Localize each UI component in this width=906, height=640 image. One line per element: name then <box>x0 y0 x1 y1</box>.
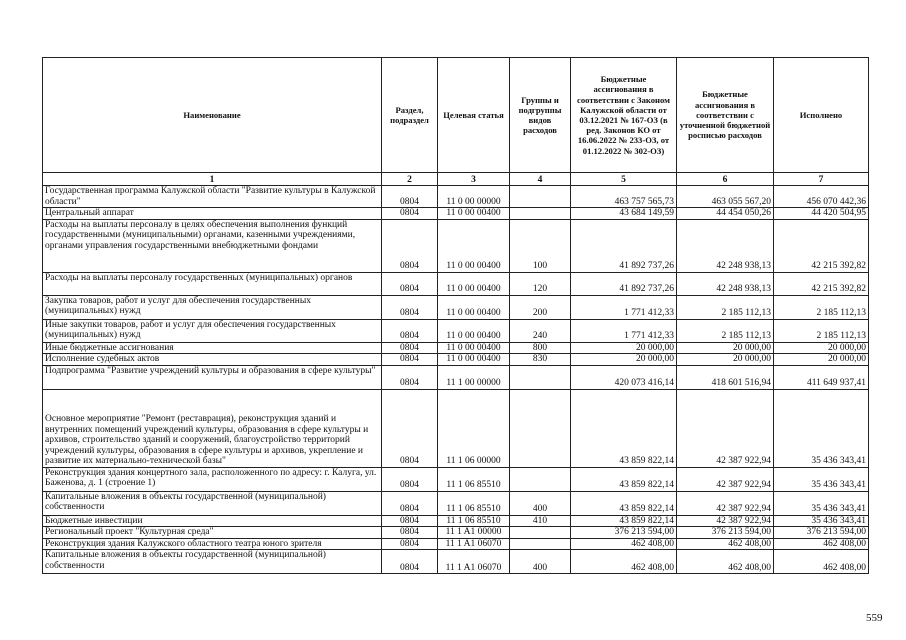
row-law-amount: 43 859 822,14 <box>571 491 677 515</box>
row-group <box>510 365 571 389</box>
row-target: 11 1 06 00000 <box>438 389 510 467</box>
row-section: 0804 <box>382 272 438 295</box>
row-law-amount: 41 892 737,26 <box>571 219 677 272</box>
row-executed-amount: 2 185 112,13 <box>774 319 869 342</box>
row-section: 0804 <box>382 527 438 539</box>
table-row <box>43 538 869 550</box>
row-refined-amount: 42 387 922,94 <box>677 491 774 515</box>
row-refined-amount: 20 000,00 <box>677 342 774 354</box>
row-executed-amount: 35 436 343,41 <box>774 467 869 491</box>
column-number: 2 <box>382 173 438 186</box>
row-name: Центральный аппарат <box>43 208 382 220</box>
row-section: 0804 <box>382 319 438 342</box>
table-row <box>43 186 869 208</box>
row-name: Иные закупки товаров, работ и услуг для обеспечения государственных (муниципальных) нужд <box>43 319 382 342</box>
row-refined-amount: 2 185 112,13 <box>677 319 774 342</box>
row-target: 11 1 A1 00000 <box>438 527 510 539</box>
column-number-row <box>43 173 869 186</box>
row-refined-amount: 462 408,00 <box>677 538 774 550</box>
table-row <box>43 550 869 574</box>
row-group: 400 <box>510 550 571 574</box>
table-row <box>43 342 869 354</box>
row-refined-amount: 42 387 922,94 <box>677 515 774 527</box>
row-group: 410 <box>510 515 571 527</box>
table-row <box>43 354 869 366</box>
row-executed-amount: 35 436 343,41 <box>774 389 869 467</box>
header-executed: Исполнено <box>774 58 869 173</box>
header-target-article: Целевая статья <box>438 58 510 173</box>
row-section: 0804 <box>382 219 438 272</box>
row-section: 0804 <box>382 354 438 366</box>
row-law-amount: 462 408,00 <box>571 550 677 574</box>
column-number: 5 <box>571 173 677 186</box>
row-section: 0804 <box>382 491 438 515</box>
row-group <box>510 527 571 539</box>
row-law-amount: 1 771 412,33 <box>571 319 677 342</box>
row-name: Закупка товаров, работ и услуг для обеспечения государственных (муниципальных) нужд <box>43 295 382 319</box>
row-section: 0804 <box>382 186 438 208</box>
row-section: 0804 <box>382 550 438 574</box>
row-name: Основное мероприятие "Ремонт (реставрация), реконструкция зданий и внутренних помещений учреждений культуры, образования в сфере культуры и архивов, строительство зданий и сооружений, благоустройство территорий учреждений культуры, образования в сфере культуры и архивов, укрепление и развитие их материально-технической базы" <box>43 389 382 467</box>
row-section: 0804 <box>382 389 438 467</box>
row-name: Бюджетные инвестиции <box>43 515 382 527</box>
row-refined-amount: 20 000,00 <box>677 354 774 366</box>
row-group <box>510 389 571 467</box>
row-executed-amount: 42 215 392,82 <box>774 219 869 272</box>
row-executed-amount: 35 436 343,41 <box>774 515 869 527</box>
row-executed-amount: 411 649 937,41 <box>774 365 869 389</box>
row-law-amount: 43 859 822,14 <box>571 467 677 491</box>
header-row <box>43 58 869 173</box>
header-name: Наименование <box>43 58 382 173</box>
row-group: 240 <box>510 319 571 342</box>
table-row <box>43 365 869 389</box>
row-target: 11 0 00 00000 <box>438 186 510 208</box>
row-group <box>510 467 571 491</box>
row-target: 11 1 06 85510 <box>438 515 510 527</box>
table-row <box>43 527 869 539</box>
row-section: 0804 <box>382 342 438 354</box>
row-executed-amount: 376 213 594,00 <box>774 527 869 539</box>
row-name: Реконструкция здания Калужского областного театра юного зрителя <box>43 538 382 550</box>
column-number: 1 <box>43 173 382 186</box>
row-group: 100 <box>510 219 571 272</box>
row-name: Расходы на выплаты персоналу в целях обеспечения выполнения функций государственными (муниципальными) органами, казенными учреждениями, органами управления государственными внебюджетными фондами <box>43 219 382 272</box>
row-law-amount: 463 757 565,73 <box>571 186 677 208</box>
row-law-amount: 376 213 594,00 <box>571 527 677 539</box>
row-group: 800 <box>510 342 571 354</box>
row-section: 0804 <box>382 295 438 319</box>
column-number: 3 <box>438 173 510 186</box>
row-law-amount: 43 859 822,14 <box>571 515 677 527</box>
row-section: 0804 <box>382 538 438 550</box>
row-name: Государственная программа Калужской области "Развитие культуры в Калужской области" <box>43 186 382 208</box>
row-executed-amount: 20 000,00 <box>774 354 869 366</box>
row-executed-amount: 456 070 442,36 <box>774 186 869 208</box>
row-executed-amount: 462 408,00 <box>774 538 869 550</box>
table-row <box>43 219 869 272</box>
row-law-amount: 20 000,00 <box>571 342 677 354</box>
row-name: Капитальные вложения в объекты государственной (муниципальной) собственности <box>43 491 382 515</box>
column-number: 6 <box>677 173 774 186</box>
row-name: Реконструкция здания концертного зала, расположенного по адресу: г. Калуга, ул. Баженова, д. 1 (строение 1) <box>43 467 382 491</box>
row-executed-amount: 35 436 343,41 <box>774 491 869 515</box>
row-target: 11 1 06 85510 <box>438 467 510 491</box>
row-target: 11 1 A1 06070 <box>438 550 510 574</box>
budget-table-container <box>42 57 868 574</box>
row-law-amount: 43 859 822,14 <box>571 389 677 467</box>
table-row <box>43 515 869 527</box>
row-section: 0804 <box>382 208 438 220</box>
row-executed-amount: 44 420 504,95 <box>774 208 869 220</box>
row-name: Исполнение судебных актов <box>43 354 382 366</box>
row-target: 11 0 00 00400 <box>438 319 510 342</box>
table-row <box>43 208 869 220</box>
row-refined-amount: 463 055 567,20 <box>677 186 774 208</box>
row-law-amount: 462 408,00 <box>571 538 677 550</box>
row-refined-amount: 42 248 938,13 <box>677 272 774 295</box>
row-refined-amount: 44 454 050,26 <box>677 208 774 220</box>
row-name: Капитальные вложения в объекты государственной (муниципальной) собственности <box>43 550 382 574</box>
row-target: 11 1 00 00000 <box>438 365 510 389</box>
row-name: Иные бюджетные ассигнования <box>43 342 382 354</box>
row-group <box>510 186 571 208</box>
row-target: 11 0 00 00400 <box>438 342 510 354</box>
row-target: 11 1 06 85510 <box>438 491 510 515</box>
row-section: 0804 <box>382 365 438 389</box>
header-law-allocation: Бюджетные ассигнования в соответствии с Законом Калужской области от 03.12.2021 № 167-ОЗ (в ред. Законов КО от 16.06.2022 № 233-ОЗ, от 01.12.2022 № 302-ОЗ) <box>571 58 677 173</box>
column-number: 7 <box>774 173 869 186</box>
row-law-amount: 43 684 149,59 <box>571 208 677 220</box>
header-refined-allocation: Бюджетные ассигнования в соответствии с уточненной бюджетной росписью расходов <box>677 58 774 173</box>
row-refined-amount: 42 387 922,94 <box>677 389 774 467</box>
row-group <box>510 208 571 220</box>
table-row <box>43 319 869 342</box>
row-target: 11 0 00 00400 <box>438 272 510 295</box>
budget-execution-table <box>42 57 869 574</box>
row-refined-amount: 42 387 922,94 <box>677 467 774 491</box>
row-name: Подпрограмма "Развитие учреждений культуры и образования в сфере культуры" <box>43 365 382 389</box>
row-law-amount: 1 771 412,33 <box>571 295 677 319</box>
row-law-amount: 420 073 416,14 <box>571 365 677 389</box>
row-executed-amount: 20 000,00 <box>774 342 869 354</box>
row-law-amount: 41 892 737,26 <box>571 272 677 295</box>
row-section: 0804 <box>382 467 438 491</box>
row-name: Региональный проект "Культурная среда" <box>43 527 382 539</box>
row-group <box>510 538 571 550</box>
row-refined-amount: 376 213 594,00 <box>677 527 774 539</box>
header-expense-group: Группы и подгруппы видов расходов <box>510 58 571 173</box>
row-refined-amount: 418 601 516,94 <box>677 365 774 389</box>
row-refined-amount: 42 248 938,13 <box>677 219 774 272</box>
row-refined-amount: 462 408,00 <box>677 550 774 574</box>
table-row <box>43 467 869 491</box>
header-section: Раздел, подраздел <box>382 58 438 173</box>
row-refined-amount: 2 185 112,13 <box>677 295 774 319</box>
row-executed-amount: 2 185 112,13 <box>774 295 869 319</box>
row-executed-amount: 42 215 392,82 <box>774 272 869 295</box>
table-row <box>43 491 869 515</box>
row-group: 830 <box>510 354 571 366</box>
row-law-amount: 20 000,00 <box>571 354 677 366</box>
row-target: 11 1 A1 06070 <box>438 538 510 550</box>
row-target: 11 0 00 00400 <box>438 354 510 366</box>
row-executed-amount: 462 408,00 <box>774 550 869 574</box>
row-name: Расходы на выплаты персоналу государственных (муниципальных) органов <box>43 272 382 295</box>
column-number: 4 <box>510 173 571 186</box>
row-target: 11 0 00 00400 <box>438 295 510 319</box>
table-row <box>43 272 869 295</box>
row-section: 0804 <box>382 515 438 527</box>
row-group: 120 <box>510 272 571 295</box>
row-group: 400 <box>510 491 571 515</box>
page-number: 559 <box>866 612 883 624</box>
table-row <box>43 295 869 319</box>
table-row <box>43 389 869 467</box>
row-group: 200 <box>510 295 571 319</box>
row-target: 11 0 00 00400 <box>438 219 510 272</box>
row-target: 11 0 00 00400 <box>438 208 510 220</box>
